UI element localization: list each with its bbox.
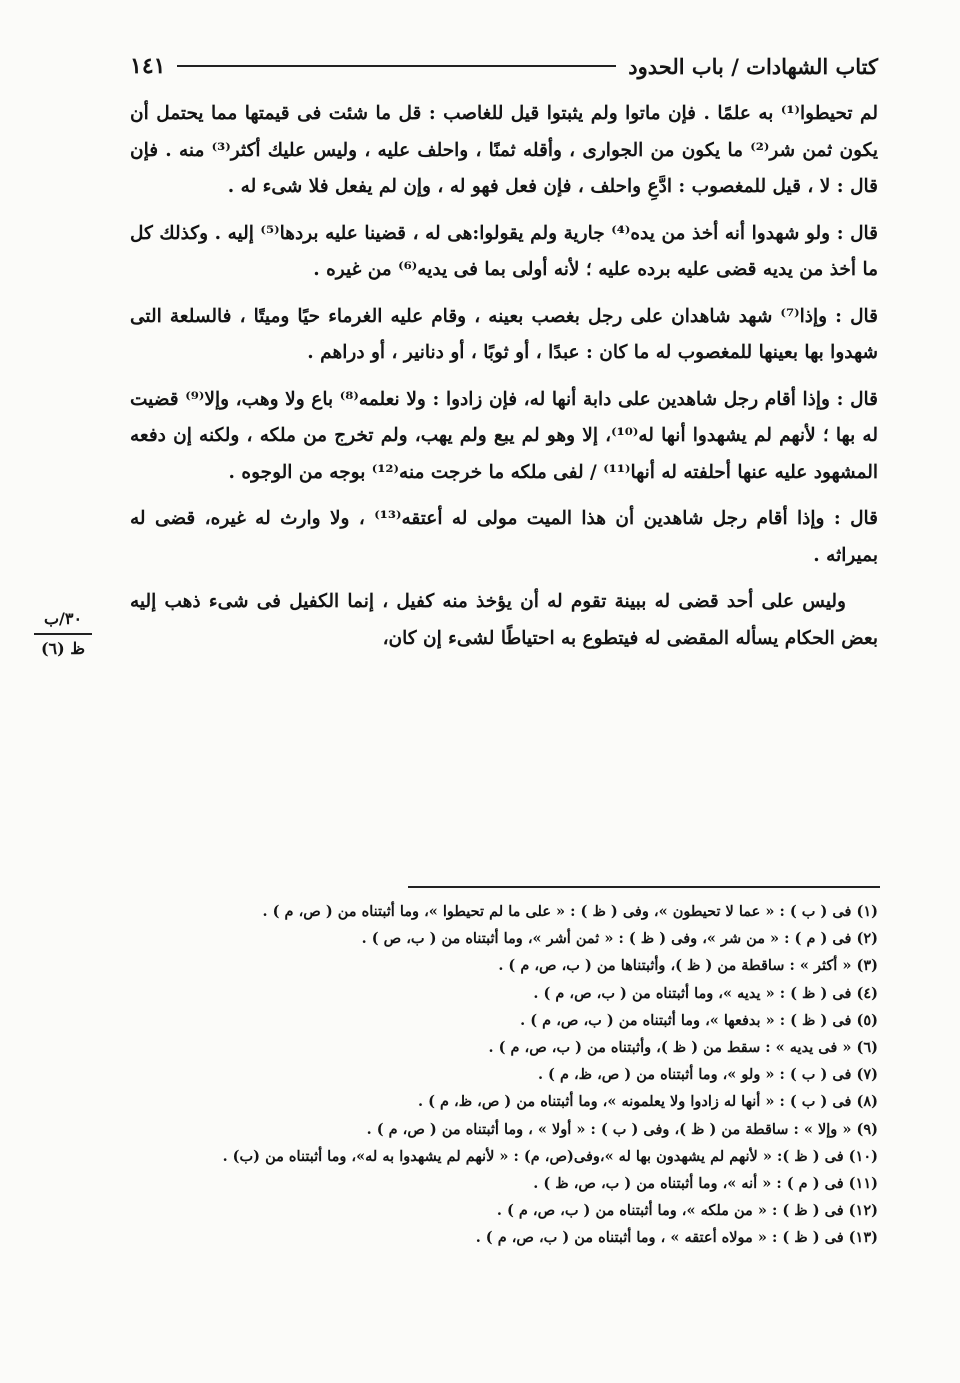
- footnote: (٧) فى ( ب ) : « ولو »، وما أثبتناه من ( ص، ظ، م ) .: [537, 1066, 878, 1084]
- footnote: (٩) « وإلا » : ساقطة من ( ظ )، وفى ( ب ) : « أولا » ، وما أثبتناه من ( ص، م ) .: [366, 1120, 878, 1138]
- paragraph-lead: قال :: [833, 508, 878, 529]
- paragraph-text: ولو شهدوا أنه أخذ من يده⁽⁴⁾ جارية ولم يقولوا:هى له ، قضينا عليه بردها⁽⁵⁾ إليه . وكذلك كل ما أخذ من يديه قضى عليه برده عليه ؛ لأنه أولى بما فى يديه⁽⁶⁾ من غيره .: [130, 222, 878, 280]
- footnote: (٨) فى ( ب ) : « أنها له زادوا ولا يعلمونه »، وما أثبتناه من ( ص، ظ، م ) .: [418, 1093, 878, 1111]
- footnotes: [130, 898, 878, 1252]
- folio-top: ٣٠/ب: [43, 609, 83, 628]
- header-rule: [177, 65, 616, 67]
- paragraph-6: [130, 584, 878, 657]
- folio-bottom: ظ (٦): [40, 639, 86, 658]
- footnote-separator: [408, 886, 880, 888]
- paragraph-text: وليس على أحد قضى له ببينة تقوم له أن يؤخذ منه كفيل ، إنما الكفيل فى شىء ذهب إليه بعض الحكام يسأله المقضى له فيتطوع به احتياطًا لشىء إن كان،: [130, 591, 878, 649]
- paragraph-lead: قال :: [836, 222, 878, 244]
- manuscript-folio-note: [32, 608, 94, 660]
- footnote: (٤) فى ( ظ ) : « يديه »، وما أثبتناه من ( ب، ص، م ) .: [533, 984, 878, 1002]
- paragraph-3: [130, 299, 878, 372]
- footnote: (٥) فى ( ظ ) : « بدفعها »، وما أثبتناه من ( ب، ص، م ) .: [520, 1011, 878, 1029]
- footnote: (٣) « أكثر » : ساقطة من ( ظ )، وأثبتناها من ( ب، ص، م ) .: [498, 957, 878, 975]
- paragraph-text: وإذا أقام رجل شاهدين على دابة أنها له، فإن زادوا : ولا نعلمه⁽⁸⁾ باع ولا وهب، وإلا⁽⁹⁾ قضيت له بها ؛ لأنهم لم يشهدوا أنها له⁽¹⁰⁾، إلا وهو لم يبع ولم يهب، ولم تخرج من ملكه ، ولكنه إن دفعه المشهود عليه عنها أحلفته له أنها⁽¹¹⁾ / لفى ملكه ما خرجت منه⁽¹²⁾ بوجه من الوجوه .: [130, 388, 878, 483]
- running-title: كتاب الشهادات / باب الحدود: [628, 53, 878, 79]
- paragraph-4: [130, 382, 878, 492]
- footnote: (٦) « فى يديه » : سقط من ( ظ )، وأثبتناه من ( ب، ص، م ) .: [488, 1039, 878, 1057]
- paragraph-lead: قال :: [835, 305, 879, 327]
- footnote: (٢) فى ( م ) : « من شر »، وفى ( ظ ) : « ثمن أشر »، وما أثبتناه من ( ب، ص ) .: [361, 930, 878, 948]
- footnote: (١٢) فى ( ظ ) : « من ملكه »، وما أثبتناه من ( ب، ص، م ) .: [496, 1202, 878, 1220]
- main-text: [130, 96, 878, 667]
- footnote: (١٠) فى ( ظ ): « لأنهم لم يشهدون بها له »،وفى(ص، م) : « لأنهم لم يشهدوا به له»، وما أثبتناه من (ب) .: [222, 1147, 878, 1165]
- paragraph-text: وإذا أقام رجل شاهدين أن هذا الميت مولى له أعتقه⁽¹³⁾ ، ولا وارث له غيره، قضى له بميراثه .: [130, 508, 878, 566]
- footnote: (١١) فى ( م ) : « أنه »، وما أثبتناه من ( ب، ص، ظ ) .: [533, 1175, 878, 1193]
- paragraph-text: وإذا⁽⁷⁾ شهد شاهدان على رجل بغصب بعينه ، وقام عليه الغرماء حيًا وميتًا ، فالسلعة التى شهدوا بها بعينها للمغصوب له ما كان : عبدًا ، أو ثوبًا ، أو دنانير ، أو دراهم .: [130, 305, 878, 363]
- page-number: ١٤١: [130, 53, 166, 79]
- paragraph-lead: قال :: [836, 388, 878, 410]
- footnote: (١٣) فى ( ظ ) : « مولاه أعتقه » ، وما أثبتناه من ( ب، ص، م ) .: [475, 1229, 878, 1247]
- paragraph-text: لم تحيطوا⁽¹⁾ به علمًا . فإن ماتوا ولم يثبتوا قيل للغاصب : قل ما شئت فى قيمتها مما يحتمل أن يكون ثمن شر⁽²⁾ ما يكون من الجوارى ، وأقله ثمنًا ، واحلف عليه ، وليس عليك أكثر⁽³⁾ منه . فإن قال : لا ، قيل للمغصوب : ادَّعِ واحلف ، فإن فعل فهو له ، وإن لم يفعل فلا شىء له .: [130, 103, 878, 197]
- running-header: [130, 46, 878, 86]
- folio-rule: [34, 633, 92, 635]
- footnote: (١) فى ( ب ) : « عما لا تحيطون »، وفى ( ظ ) : « على ما لم تحيطوا »، وما أثبتناه من ( ص، م ) .: [262, 903, 878, 920]
- paragraph-1: [130, 96, 878, 206]
- paragraph-5: [130, 501, 878, 574]
- paragraph-2: [130, 216, 878, 289]
